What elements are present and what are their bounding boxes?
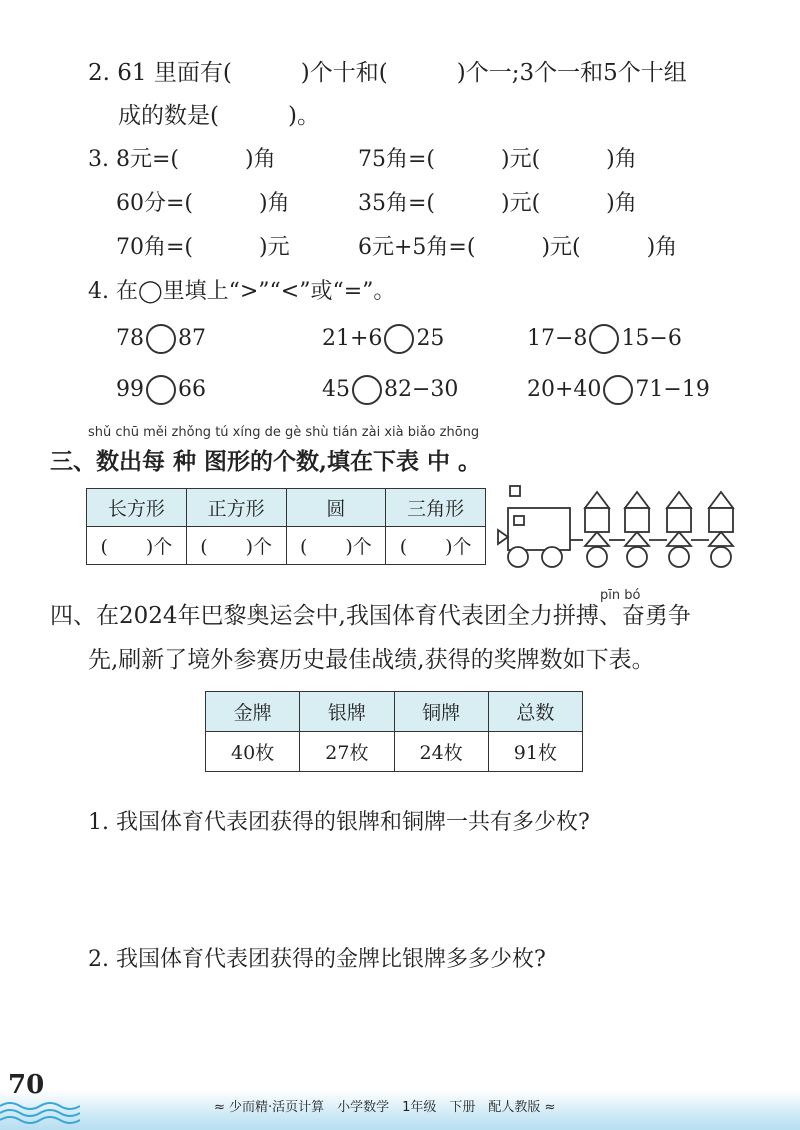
compare-right: 66	[178, 377, 206, 402]
medal-value-silver: 27枚	[300, 732, 394, 772]
medal-value-gold: 40枚	[206, 732, 300, 772]
compare-right: 87	[178, 326, 206, 351]
shape-count-cell[interactable]: ( )个	[87, 527, 187, 565]
q3-row2-left: 60分=( )角	[116, 191, 290, 216]
medal-header-silver: 银牌	[300, 692, 394, 732]
q3-row1-right: 75角=( )元( )角	[358, 147, 637, 172]
medal-header-total: 总数	[488, 692, 582, 732]
compare-circle[interactable]	[352, 375, 382, 405]
sec4-question-2: 2. 我国体育代表团获得的金牌比银牌多多少枚?	[88, 947, 546, 972]
q3-row1-left: 3. 8元=( )角	[88, 147, 276, 172]
sec4-line2: 先,刷新了境外参赛历史最佳战绩,获得的奖牌数如下表。	[88, 647, 655, 673]
q3-row3-right: 6元+5角=( )元( )角	[358, 235, 678, 260]
footer-text: ≈ 少而精·活页计算 小学数学 1年级 下册 配人教版 ≈	[214, 1100, 556, 1115]
compare-item-2	[322, 324, 444, 354]
shape-header-square: 正方形	[186, 489, 286, 527]
triangle-shape	[498, 530, 508, 544]
compare-left: 21+6	[322, 326, 383, 351]
medal-header-bronze: 铜牌	[394, 692, 488, 732]
shape-count-cell[interactable]: ( )个	[386, 527, 486, 565]
q2-line2: 成的数是( )。	[118, 103, 320, 129]
shape-count-table	[86, 488, 486, 565]
compare-left: 17−8	[527, 326, 588, 351]
compare-circle[interactable]	[603, 375, 633, 405]
rectangle-shape	[508, 508, 570, 550]
compare-item-5	[322, 375, 458, 405]
shape-header-triangle: 三角形	[386, 489, 486, 527]
sec3-pinyin: shǔ chū měi zhǒng tú xíng de gè shù tián zài xià biǎo zhōng	[88, 425, 480, 440]
sec4-pinyin: pīn bó	[600, 588, 641, 603]
compare-item-1	[116, 324, 206, 354]
compare-item-4	[116, 375, 206, 405]
train-figure	[490, 480, 750, 572]
compare-right: 71−19	[635, 377, 710, 402]
square-shape	[510, 486, 520, 496]
circle-shape	[542, 547, 562, 567]
circle-shape	[508, 547, 528, 567]
compare-item-6	[527, 375, 710, 405]
compare-left: 45	[322, 377, 350, 402]
sec4-question-1: 1. 我国体育代表团获得的银牌和铜牌一共有多少枚?	[88, 810, 590, 835]
shape-count-cell[interactable]: ( )个	[286, 527, 386, 565]
q2-line1: 2. 61 里面有( )个十和( )个一;3个一和5个十组	[88, 60, 687, 86]
shape-header-circle: 圆	[286, 489, 386, 527]
compare-left: 20+40	[527, 377, 602, 402]
compare-left: 99	[116, 377, 144, 402]
page-number: 70	[8, 1070, 45, 1100]
train-car-1	[585, 492, 609, 567]
q4-title: 4. 在◯里填上“>”“<”或“=”。	[88, 279, 396, 304]
medal-value-total: 91枚	[488, 732, 582, 772]
wave-icon	[0, 1096, 80, 1126]
sec4-line1-text: 四、在2024年巴黎奥运会中,我国体育代表团全力拼搏、奋勇争	[50, 603, 691, 629]
compare-right: 82−30	[384, 377, 459, 402]
medal-table	[205, 691, 583, 772]
shape-count-cell[interactable]: ( )个	[186, 527, 286, 565]
medal-value-bronze: 24枚	[394, 732, 488, 772]
q3-row2-right: 35角=( )元( )角	[358, 191, 637, 216]
compare-circle[interactable]	[146, 324, 176, 354]
compare-circle[interactable]	[146, 375, 176, 405]
compare-circle[interactable]	[589, 324, 619, 354]
compare-item-3	[527, 324, 682, 354]
compare-right: 25	[416, 326, 445, 351]
train-car-3	[667, 492, 691, 567]
compare-left: 78	[116, 326, 144, 351]
square-shape	[514, 516, 524, 525]
q3-row3-left: 70角=( )元	[116, 235, 290, 260]
sec3-title: 三、数出每 种 图形的个数,填在下表 中 。	[50, 448, 482, 475]
medal-header-gold: 金牌	[206, 692, 300, 732]
compare-circle[interactable]	[384, 324, 414, 354]
sec4-line1	[50, 601, 691, 631]
shape-header-rect: 长方形	[87, 489, 187, 527]
train-car-4	[709, 492, 733, 567]
compare-right: 15−6	[621, 326, 682, 351]
train-car-2	[625, 492, 649, 567]
